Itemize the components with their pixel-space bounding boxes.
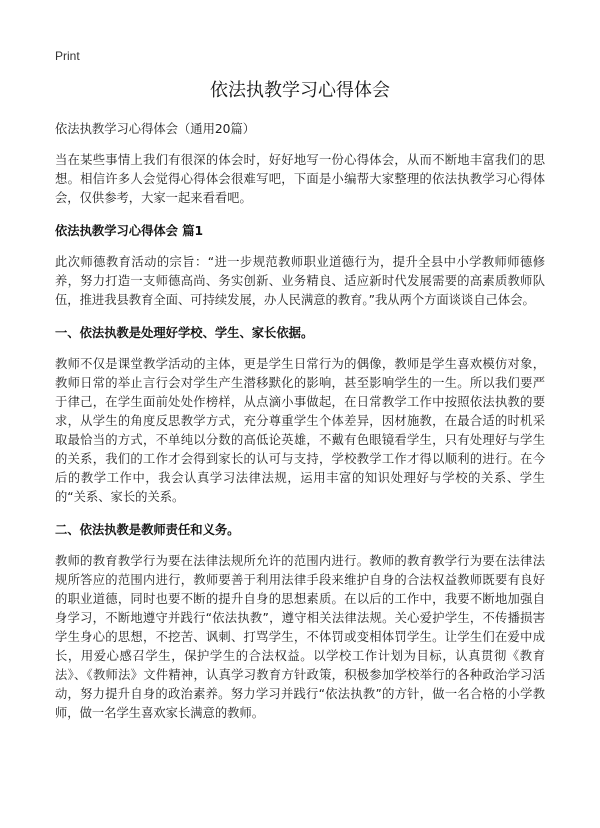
document-subtitle: 依法执教学习心得体会（通用20篇） — [55, 122, 256, 136]
section-heading: 依法执教学习心得体会 篇1 — [55, 224, 204, 238]
page-title: 依法执教学习心得体会 — [210, 80, 390, 101]
intro-paragraph: 当在某些事情上我们有很深的体会时，好好地写一份心得体会，从而不断地丰富我们的思想。相信许多人会觉得心得体会很难写吧，下面是小编帮大家整理的依法执教学习心得体会，仅供参考，大家一起来看看吧。 — [55, 153, 545, 205]
point1-heading: 一、依法执教是处理好学校、学生、家长依据。 — [55, 326, 314, 340]
section-intro-paragraph: 此次师德教育活动的宗旨：“进一步规范教师职业道德行为，提升全县中小学教师师德修养，努力打造一支师德高尚、务实创新、业务精良、适应新时代发展需要的高素质教师队伍，推进我县教育全面、可持续发展，办人民满意的教育。”我从两个方面谈谈自己体会。 — [55, 255, 545, 307]
document-body — [55, 120, 545, 737]
point1-paragraph: 教师不仅是课堂教学活动的主体，更是学生日常行为的偶像，教师是学生喜欢模仿对象，教师日常的举止言行会对学生产生潜移默化的影响，甚至影响学生的一生。所以我们要严于律己，在学生面前处处作榜样，从点滴小事做起，在日常教学工作中按照依法执教的要求，从学生的角度反思教学方式，充分尊重学生个体差异，因材施教，在最合适的时机采取最恰当的方式，不单纯以分数的高低论英雄，不戴有色眼镜看学生，只有处理好与学生的关系，我们的工作才会得到家长的认可与支持，学校教学工作才得以顺利的进行。在今后的教学工作中，我会认真学习法律法规，运用丰富的知识处理好与学校的关系、学生的“关系、家长的关系。 — [55, 357, 545, 504]
print-link[interactable]: Print — [55, 49, 80, 63]
point2-heading: 二、依法执教是教师责任和义务。 — [55, 523, 240, 537]
point2-paragraph: 教师的教育教学行为要在法律法规所允许的范围内进行。教师的教育教学行为要在法律法规所答应的范围内进行，教师要善于利用法律手段来维护自身的合法权益教师既要有良好的职业道德，同时也要不断的提升自身的思想素质。在以后的工作中，我要不断地加强自身学习，不断地遵守并践行“依法执教”，遵守相关法律法规。关心爱护学生，不传播损害学生身心的思想，不挖苦、讽刺、打骂学生，不体罚或变相体罚学生。让学生们在爱中成长，用爱心感召学生，保护学生的合法权益。以学校工作计划为目标，认真贯彻《教育法》、《教师法》文件精神，认真学习教育方针政策，积极参加学校举行的各种政治学习活动，努力提升自身的政治素养。努力学习并践行“依法执教”的方针，做一名合格的小学教师，做一名学生喜欢家长满意的教师。 — [55, 554, 545, 720]
